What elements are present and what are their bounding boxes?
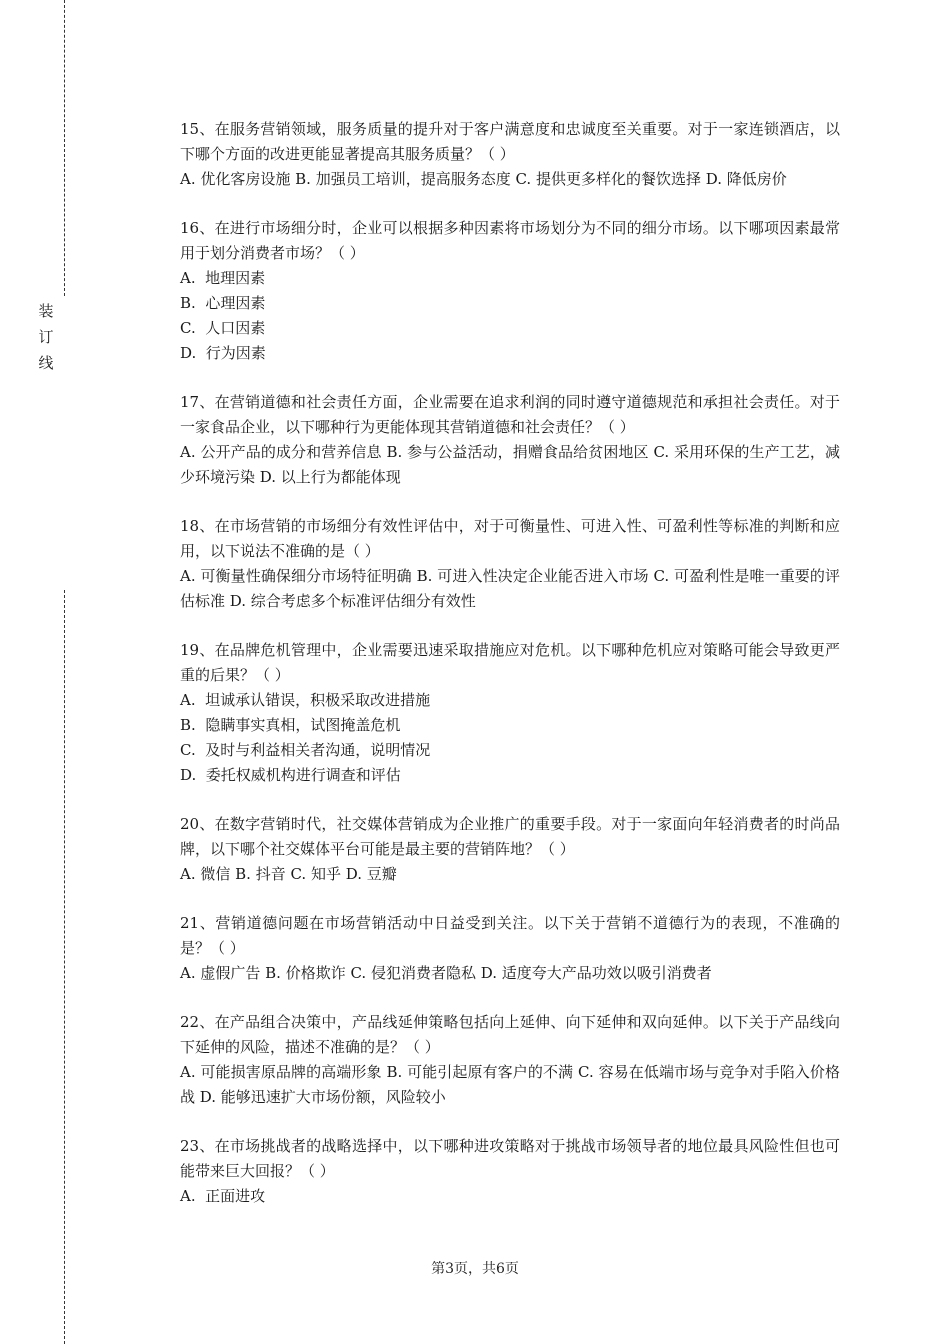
option-b: B. 心理因素 [180, 294, 266, 312]
question-stem: 20、在数字营销时代，社交媒体营销成为企业推广的重要手段。对于一家面向年轻消费者的时尚品牌，以下哪个社交媒体平台可能是最主要的营销阵地？（ ） [180, 815, 840, 858]
option-a: A. 坦诚承认错误，积极采取改进措施 [180, 691, 431, 709]
question-options: A. 优化客房设施 B. 加强员工培训，提高服务态度 C. 提供更多样化的餐饮选择 D. 降低房价 [180, 170, 787, 188]
question-stem: 17、在营销道德和社会责任方面，企业需要在追求利润的同时遵守道德规范和承担社会责任。对于一家食品企业，以下哪种行为更能体现其营销道德和社会责任？（ ） [180, 393, 840, 436]
option-d: D. 委托权威机构进行调查和评估 [180, 766, 401, 784]
option-a: A. 地理因素 [180, 269, 266, 287]
question-list [180, 117, 840, 1233]
question-23 [180, 1134, 840, 1209]
question-stem: 18、在市场营销的市场细分有效性评估中，对于可衡量性、可进入性、可盈利性等标准的判断和应用，以下说法不准确的是（ ） [180, 517, 840, 560]
question-17 [180, 390, 840, 490]
option-a: A. 正面进攻 [180, 1187, 266, 1205]
option-c: C. 及时与利益相关者沟通，说明情况 [180, 741, 431, 759]
question-stem: 22、在产品组合决策中，产品线延伸策略包括向上延伸、向下延伸和双向延伸。以下关于产品线向下延伸的风险，描述不准确的是？（ ） [180, 1013, 840, 1056]
page-footer: 第3页，共6页 [431, 1261, 519, 1277]
question-options: A. 微信 B. 抖音 C. 知乎 D. 豆瓣 [180, 865, 397, 883]
question-stem: 19、在品牌危机管理中，企业需要迅速采取措施应对危机。以下哪种危机应对策略可能会导致更严重的后果？（ ） [180, 641, 840, 684]
question-stem: 15、在服务营销领域，服务质量的提升对于客户满意度和忠诚度至关重要。对于一家连锁酒店，以下哪个方面的改进更能显著提高其服务质量？（ ） [180, 120, 840, 163]
option-c: C. 人口因素 [180, 319, 266, 337]
question-21 [180, 911, 840, 986]
question-options: A. 公开产品的成分和营养信息 B. 参与公益活动，捐赠食品给贫困地区 C. 采用环保的生产工艺，减少环境污染 D. 以上行为都能体现 [180, 443, 840, 486]
question-stem: 23、在市场挑战者的战略选择中，以下哪种进攻策略对于挑战市场领导者的地位最具风险性但也可能带来巨大回报？（ ） [180, 1137, 840, 1180]
question-22 [180, 1010, 840, 1110]
option-d: D. 行为因素 [180, 344, 266, 362]
option-b: B. 隐瞒事实真相，试图掩盖危机 [180, 716, 401, 734]
binding-line-bottom [64, 590, 65, 1344]
binding-label: 装订线 [38, 302, 54, 372]
question-options: A. 可衡量性确保细分市场特征明确 B. 可进入性决定企业能否进入市场 C. 可盈利性是唯一重要的评估标准 D. 综合考虑多个标准评估细分有效性 [180, 567, 840, 610]
question-stem: 21、营销道德问题在市场营销活动中日益受到关注。以下关于营销不道德行为的表现，不准确的是？（ ） [180, 914, 840, 957]
question-19 [180, 638, 840, 788]
question-stem: 16、在进行市场细分时，企业可以根据多种因素将市场划分为不同的细分市场。以下哪项因素最常用于划分消费者市场？（ ） [180, 219, 840, 262]
question-options: A. 可能损害原品牌的高端形象 B. 可能引起原有客户的不满 C. 容易在低端市场与竞争对手陷入价格战 D. 能够迅速扩大市场份额，风险较小 [180, 1063, 840, 1106]
question-16 [180, 216, 840, 366]
question-15 [180, 117, 840, 192]
question-options: A. 虚假广告 B. 价格欺诈 C. 侵犯消费者隐私 D. 适度夸大产品功效以吸引消费者 [180, 964, 712, 982]
question-18 [180, 514, 840, 614]
binding-line-top [64, 0, 65, 296]
question-20 [180, 812, 840, 887]
